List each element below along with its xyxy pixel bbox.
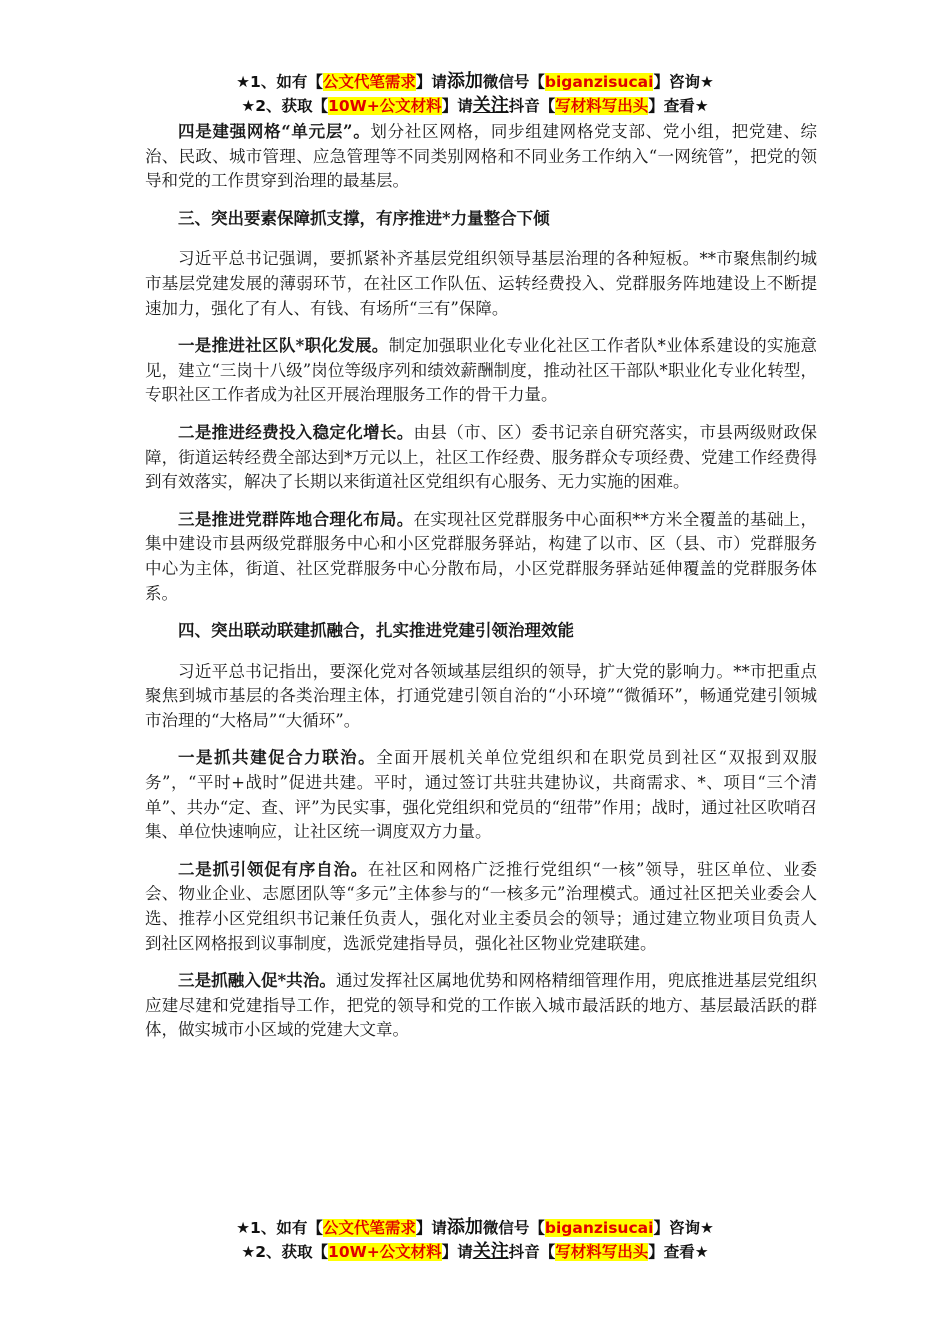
paragraph-text: 由县（市、区）委书记亲自研究落实，市县两级财政保障，街道运转经费全部达到*万元以上，社区工作经费、服务群众专项经费、党建工作经费得到有效落实，解决了长期以来街道社区党组织有心服务、无力实施的困难。 bbox=[145, 422, 818, 492]
banner-text: ★2、获取【 bbox=[241, 1243, 329, 1261]
banner-text: 抖音【 bbox=[508, 97, 556, 115]
highlight-service: 公文代笔需求 bbox=[322, 1219, 416, 1237]
banner-emphasis: 关注 bbox=[472, 1241, 509, 1262]
highlight-service: 公文代笔需求 bbox=[322, 73, 416, 91]
highlight-wechat-id: biganzisucai bbox=[544, 73, 654, 91]
banner-emphasis: 添加 bbox=[446, 71, 483, 92]
paragraph-text: 在社区和网格广泛推行党组织“一核”领导，驻区单位、业委会、物业企业、志愿团队等“多元”主体参与的“一核多元”治理模式。通过社区把关业委会人选、推荐小区党组织书记兼任负责人，强化对业主委员会的领导；通过建立物业项目负责人到社区网格报到议事制度，选派党建指导员，强化社区物业党建联建。 bbox=[145, 859, 818, 953]
paragraph bbox=[145, 334, 817, 408]
banner-text: 】请 bbox=[415, 1219, 447, 1237]
paragraph bbox=[145, 508, 817, 606]
banner-line-1 bbox=[0, 1216, 950, 1240]
banner-text: 抖音【 bbox=[508, 1243, 556, 1261]
paragraph bbox=[145, 421, 817, 495]
banner-text: 】请 bbox=[441, 1243, 473, 1261]
highlight-wechat-id: biganzisucai bbox=[544, 1219, 654, 1237]
paragraph-lead: 一是推进社区队*职化发展。 bbox=[178, 336, 389, 356]
document-body bbox=[145, 120, 817, 1056]
paragraph-lead: 四是建强网格“单元层”。 bbox=[178, 122, 371, 141]
banner-text: ★1、如有【 bbox=[236, 1219, 323, 1237]
paragraph-text: 全面开展机关单位党组织和在职党员到社区“双报到双服务”，“平时+战时”促进共建。平时，通过签订共驻共建协议，共商需求、*、项目“三个清单”、共办“定、查、评”为民实事，强化党组织和党员的“纽带”作用；战时，通过社区吹哨召集、单位快速响应，让社区统一调度双方力量。 bbox=[145, 748, 818, 842]
banner-text: 】查看★ bbox=[648, 1243, 709, 1261]
banner-text: 】咨询★ bbox=[653, 1219, 714, 1237]
highlight-douyin-id: 写材料写出头 bbox=[555, 1243, 649, 1261]
banner-emphasis: 关注 bbox=[472, 95, 509, 116]
top-banner bbox=[0, 70, 950, 118]
banner-line-1 bbox=[0, 70, 950, 94]
paragraph-lead: 一是抓共建促合力联治。 bbox=[178, 748, 377, 768]
paragraph-lead: 二是抓引领促有序自治。 bbox=[178, 859, 368, 879]
highlight-materials: 10W+公文材料 bbox=[328, 97, 442, 115]
section-heading: 三、突出要素保障抓支撑，有序推进*力量整合下倾 bbox=[178, 208, 550, 228]
highlight-materials: 10W+公文材料 bbox=[328, 1243, 442, 1261]
banner-text: 】咨询★ bbox=[653, 73, 714, 91]
paragraph-text: 通过发挥社区属地优势和网格精细管理作用，兜底推进基层党组织应建尽建和党建指导工作，把党的领导和党的工作嵌入城市最活跃的地方、基层最活跃的群体，做实城市小区域的党建大文章。 bbox=[145, 971, 817, 1040]
paragraph bbox=[145, 247, 817, 321]
paragraph-lead: 三是抓融入促*共治。 bbox=[178, 971, 337, 991]
paragraph bbox=[145, 660, 817, 734]
paragraph bbox=[145, 120, 817, 194]
paragraph bbox=[145, 858, 817, 956]
paragraph bbox=[145, 969, 817, 1043]
highlight-douyin-id: 写材料写出头 bbox=[555, 97, 649, 115]
bottom-banner bbox=[0, 1216, 950, 1264]
banner-text: ★1、如有【 bbox=[236, 73, 323, 91]
paragraph bbox=[145, 746, 817, 844]
paragraph-lead: 二是推进经费投入稳定化增长。 bbox=[178, 422, 414, 442]
paragraph-text: 习近平总书记指出，要深化党对各领域基层组织的领导，扩大党的影响力。**市把重点聚焦到城市基层的各类治理主体，打通党建引领自治的“小环境”“微循环”，畅通党建引领城市治理的“大格局”“大循环”。 bbox=[145, 661, 817, 730]
banner-line-2 bbox=[0, 1240, 950, 1264]
banner-text: 微信号【 bbox=[482, 1219, 545, 1237]
banner-text: 】请 bbox=[415, 73, 447, 91]
banner-text: ★2、获取【 bbox=[241, 97, 329, 115]
paragraph-text: 制定加强职业化专业化社区工作者队*业体系建设的实施意见，建立“三岗十八级”岗位等级序列和绩效薪酬制度，推动社区干部队*职业化专业化转型，专职社区工作者成为社区开展治理服务工作的骨干力量。 bbox=[145, 336, 817, 405]
banner-text: 】请 bbox=[441, 97, 473, 115]
paragraph-text: 在实现社区党群服务中心面积**方米全覆盖的基础上，集中建设市县两级党群服务中心和小区党群服务驿站，构建了以市、区（县、市）党群服务中心为主体，街道、社区党群服务中心分散布局，小区党群服务驿站延伸覆盖的党群服务体系。 bbox=[145, 509, 818, 603]
banner-emphasis: 添加 bbox=[446, 1217, 483, 1238]
paragraph-text: 习近平总书记强调，要抓紧补齐基层党组织领导基层治理的各种短板。**市聚焦制约城市基层党建发展的薄弱环节，在社区工作队伍、运转经费投入、党群服务阵地建设上不断提速加力，强化了有人、有钱、有场所“三有”保障。 bbox=[145, 249, 817, 318]
banner-line-2 bbox=[0, 94, 950, 118]
paragraph-text: 划分社区网格，同步组建网格党支部、党小组，把党建、综治、民政、城市管理、应急管理等不同类别网格和不同业务工作纳入“一网统管”，把党的领导和党的工作贯穿到治理的最基层。 bbox=[145, 122, 817, 191]
section-heading: 四、突出联动联建抓融合，扎实推进党建引领治理效能 bbox=[178, 621, 574, 641]
banner-text: 】查看★ bbox=[648, 97, 709, 115]
paragraph-lead: 三是推进党群阵地合理化布局。 bbox=[178, 509, 414, 529]
banner-text: 微信号【 bbox=[482, 73, 545, 91]
